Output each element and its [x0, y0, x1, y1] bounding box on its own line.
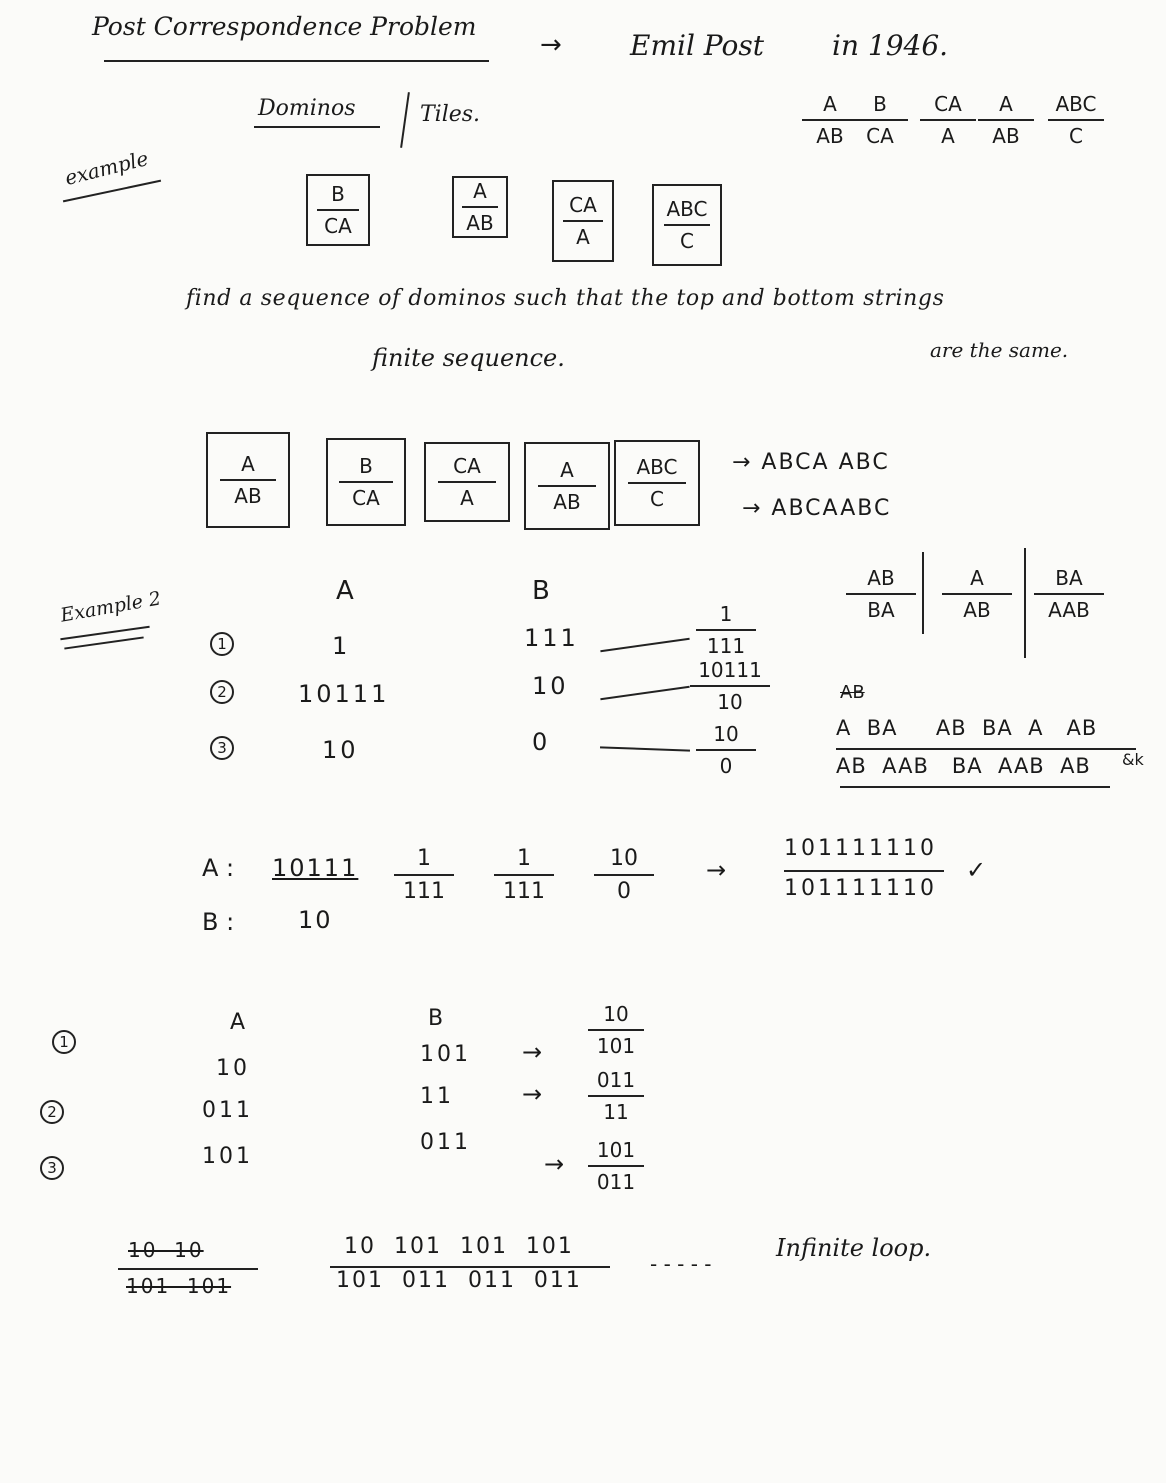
example-domino	[652, 184, 722, 266]
example-domino-top: CA	[569, 193, 597, 217]
row-domino-top: 10	[713, 722, 739, 746]
side-domino	[846, 566, 916, 622]
example-domino-bottom: CA	[324, 214, 352, 238]
title-underline	[104, 60, 489, 62]
side-domino	[942, 566, 1012, 622]
example-domino-bar	[317, 209, 359, 211]
sequence-domino	[494, 846, 554, 904]
side-domino-bar	[1034, 593, 1104, 595]
seq-b-first: 10	[298, 906, 333, 934]
example2-underline-2	[64, 636, 143, 649]
example-domino-top: B	[331, 182, 345, 206]
solution-domino-bar	[628, 482, 685, 484]
row-b-value: 101	[420, 1042, 471, 1067]
row-arrow: →	[522, 1038, 543, 1066]
sequence-domino-bar	[594, 874, 654, 876]
row-domino-bar	[696, 629, 756, 631]
side-domino-bottom: AB	[963, 598, 991, 622]
row-b-value: 111	[524, 624, 579, 652]
sequence-domino-bar	[494, 874, 554, 876]
row-b-value: 10	[532, 672, 569, 700]
sequence-domino-top: 10	[610, 846, 638, 871]
solution-domino-bar	[538, 485, 595, 487]
row-domino-top: 10111	[698, 658, 762, 682]
side-domino-top: A	[970, 566, 984, 590]
side-domino-divider	[1024, 548, 1026, 658]
side-domino-top: AB	[867, 566, 895, 590]
row-domino-bottom: 10	[717, 690, 743, 714]
row-domino-top: 10	[603, 1002, 629, 1026]
row-domino	[588, 1068, 644, 1124]
seq-a-first: 10111	[272, 854, 359, 882]
row-a-value: 1	[332, 632, 351, 660]
example-domino-bar	[462, 206, 498, 208]
row-domino	[588, 1138, 644, 1194]
side-domino-top: BA	[1055, 566, 1083, 590]
side-domino-bar	[942, 593, 1012, 595]
row-domino-bottom: 0	[719, 754, 733, 778]
solution-domino-top: B	[359, 454, 373, 478]
row-domino-top: 011	[596, 1068, 636, 1092]
row-domino-bar	[588, 1095, 644, 1097]
header-domino-bottom: A	[941, 124, 955, 148]
example-domino-bar	[563, 220, 604, 222]
example2-label: Example 2	[58, 587, 163, 627]
solution-domino	[326, 438, 406, 526]
solution-result-bottom: → ABCAABC	[742, 496, 892, 521]
check-mark-icon: ✓	[966, 856, 987, 884]
subtitle-divider	[400, 92, 410, 148]
row-a-value: 10111	[298, 680, 390, 708]
seq-result-bottom: 101111110	[784, 876, 937, 901]
sequence-domino-bottom: 111	[403, 879, 445, 904]
example-domino-bottom: AB	[466, 211, 494, 235]
solution-domino-top: ABC	[636, 455, 678, 479]
header-domino	[802, 92, 858, 148]
side-domino	[1034, 566, 1104, 622]
solution-result-top: → ABCA ABC	[732, 450, 890, 475]
header-domino-bar	[978, 119, 1034, 121]
header-domino-bar	[920, 119, 976, 121]
subtitle-tiles: Tiles.	[420, 102, 481, 127]
row-number-circle: 2	[210, 680, 234, 704]
struck-bottom: 101 101	[126, 1274, 232, 1298]
task-line-2: are the same.	[930, 338, 1069, 362]
title-arrow: →	[540, 30, 562, 60]
side-sequence-bar	[836, 748, 1136, 750]
row-number-circle: 3	[40, 1156, 64, 1180]
sequence-domino-bottom: 111	[503, 879, 545, 904]
row-b-value: 0	[532, 728, 551, 756]
example-domino	[552, 180, 614, 262]
solution-domino-bar	[220, 479, 276, 481]
side-domino-bar	[846, 593, 916, 595]
row-a-value: 101	[202, 1144, 253, 1169]
row-domino	[696, 602, 756, 658]
row-a-value: 10	[322, 736, 359, 764]
example-domino-bottom: A	[576, 225, 590, 249]
side-sequence-note: &k	[1122, 750, 1144, 769]
header-domino	[978, 92, 1034, 148]
example2-header-a: A	[336, 576, 354, 606]
header-domino-bottom: AB	[816, 124, 844, 148]
row-domino	[696, 722, 756, 778]
row-domino-bar	[690, 685, 770, 687]
sequence-domino	[394, 846, 454, 904]
solution-domino-bottom: CA	[352, 486, 380, 510]
example2-header-b: B	[532, 576, 550, 606]
example-domino	[306, 174, 370, 246]
loop-sequence-bottom: 101 011 011 011	[336, 1268, 582, 1293]
seq-a-label: A :	[202, 854, 235, 882]
row-domino-bar	[588, 1029, 644, 1031]
side-struck-text: AB	[840, 682, 865, 703]
row-domino-bottom: 101	[596, 1034, 636, 1058]
example3-header-a: A	[230, 1010, 246, 1035]
solution-domino-bar	[339, 481, 392, 483]
solution-domino	[424, 442, 510, 522]
example-domino-top: A	[473, 179, 487, 203]
solution-domino	[206, 432, 290, 528]
side-domino-divider	[922, 552, 924, 634]
header-domino-top: CA	[934, 92, 962, 116]
row-a-value: 10	[216, 1056, 250, 1081]
row-number-circle: 1	[52, 1030, 76, 1054]
side-domino-bottom: AAB	[1048, 598, 1090, 622]
row-connector-line	[600, 746, 690, 751]
sequence-domino-top: 1	[417, 846, 431, 871]
row-domino-bar	[588, 1165, 644, 1167]
example3-header-b: B	[428, 1006, 444, 1031]
row-b-value: 011	[420, 1130, 471, 1155]
loop-sequence-top: 10 101 101 101	[344, 1234, 574, 1259]
struck-bar	[118, 1268, 258, 1270]
row-domino-top: 1	[719, 602, 733, 626]
header-domino	[1048, 92, 1104, 148]
sequence-domino-bar	[394, 874, 454, 876]
side-domino-bottom: BA	[867, 598, 895, 622]
row-domino-bottom: 11	[603, 1100, 629, 1124]
header-domino-bar	[852, 119, 908, 121]
solution-domino	[524, 442, 610, 530]
struck-top: 10 10	[128, 1238, 204, 1262]
header-domino-bottom: CA	[866, 124, 894, 148]
seq-b-label: B :	[202, 908, 235, 936]
author-year: in 1946.	[832, 29, 949, 62]
solution-domino-bottom: AB	[553, 490, 581, 514]
row-domino-bottom: 011	[596, 1170, 636, 1194]
header-domino-top: ABC	[1055, 92, 1097, 116]
row-domino-bottom: 111	[706, 634, 746, 658]
header-domino-bottom: AB	[992, 124, 1020, 148]
infinite-loop-note: Infinite loop.	[776, 1234, 932, 1262]
example-domino-bar	[664, 224, 710, 226]
seq-result-bar	[784, 870, 944, 872]
author-name: Emil Post	[630, 29, 764, 62]
side-sequence-top: A BA AB BA A AB	[836, 716, 1098, 740]
sequence-domino-top: 1	[517, 846, 531, 871]
sequence-domino-bottom: 0	[617, 879, 631, 904]
subtitle-dominos: Dominos	[258, 96, 356, 121]
seq-result-top: 101111110	[784, 836, 937, 861]
page-title: Post Correspondence Problem	[92, 12, 477, 41]
header-domino-top: A	[823, 92, 837, 116]
task-line-3: finite sequence.	[372, 344, 565, 372]
example-domino	[452, 176, 508, 238]
solution-domino-top: A	[241, 452, 255, 476]
row-arrow: →	[544, 1150, 565, 1178]
header-domino-bottom: C	[1069, 124, 1083, 148]
example1-label: example	[62, 146, 151, 190]
row-connector-line	[600, 638, 689, 653]
solution-domino-top: A	[560, 458, 574, 482]
solution-domino	[614, 440, 700, 526]
seq-result-arrow: →	[706, 856, 727, 884]
row-domino	[690, 658, 770, 714]
header-domino	[852, 92, 908, 148]
solution-domino-bottom: C	[650, 487, 664, 511]
side-sequence-bottom: AB AAB BA AAB AB	[836, 754, 1091, 778]
row-number-circle: 3	[210, 736, 234, 760]
loop-dashes: - - - - -	[650, 1252, 712, 1276]
header-domino-bar	[802, 119, 858, 121]
solution-domino-top: CA	[453, 454, 481, 478]
header-domino-top: B	[873, 92, 887, 116]
solution-domino-bottom: A	[460, 486, 474, 510]
task-line-1: find a sequence of dominos such that the top and bottom strings	[186, 286, 945, 311]
subtitle-underline	[254, 126, 380, 128]
example-domino-top: ABC	[666, 197, 708, 221]
row-domino	[588, 1002, 644, 1058]
solution-domino-bottom: AB	[234, 484, 262, 508]
row-domino-top: 101	[596, 1138, 636, 1162]
row-domino-bar	[696, 749, 756, 751]
row-connector-line	[600, 686, 689, 701]
solution-domino-bar	[438, 481, 495, 483]
side-sequence-underline	[840, 786, 1110, 788]
header-domino	[920, 92, 976, 148]
row-arrow: →	[522, 1080, 543, 1108]
header-domino-top: A	[999, 92, 1013, 116]
sequence-domino	[594, 846, 654, 904]
header-domino-bar	[1048, 119, 1104, 121]
row-a-value: 011	[202, 1098, 253, 1123]
row-number-circle: 1	[210, 632, 234, 656]
row-number-circle: 2	[40, 1100, 64, 1124]
row-b-value: 11	[420, 1084, 454, 1109]
example-domino-bottom: C	[680, 229, 694, 253]
